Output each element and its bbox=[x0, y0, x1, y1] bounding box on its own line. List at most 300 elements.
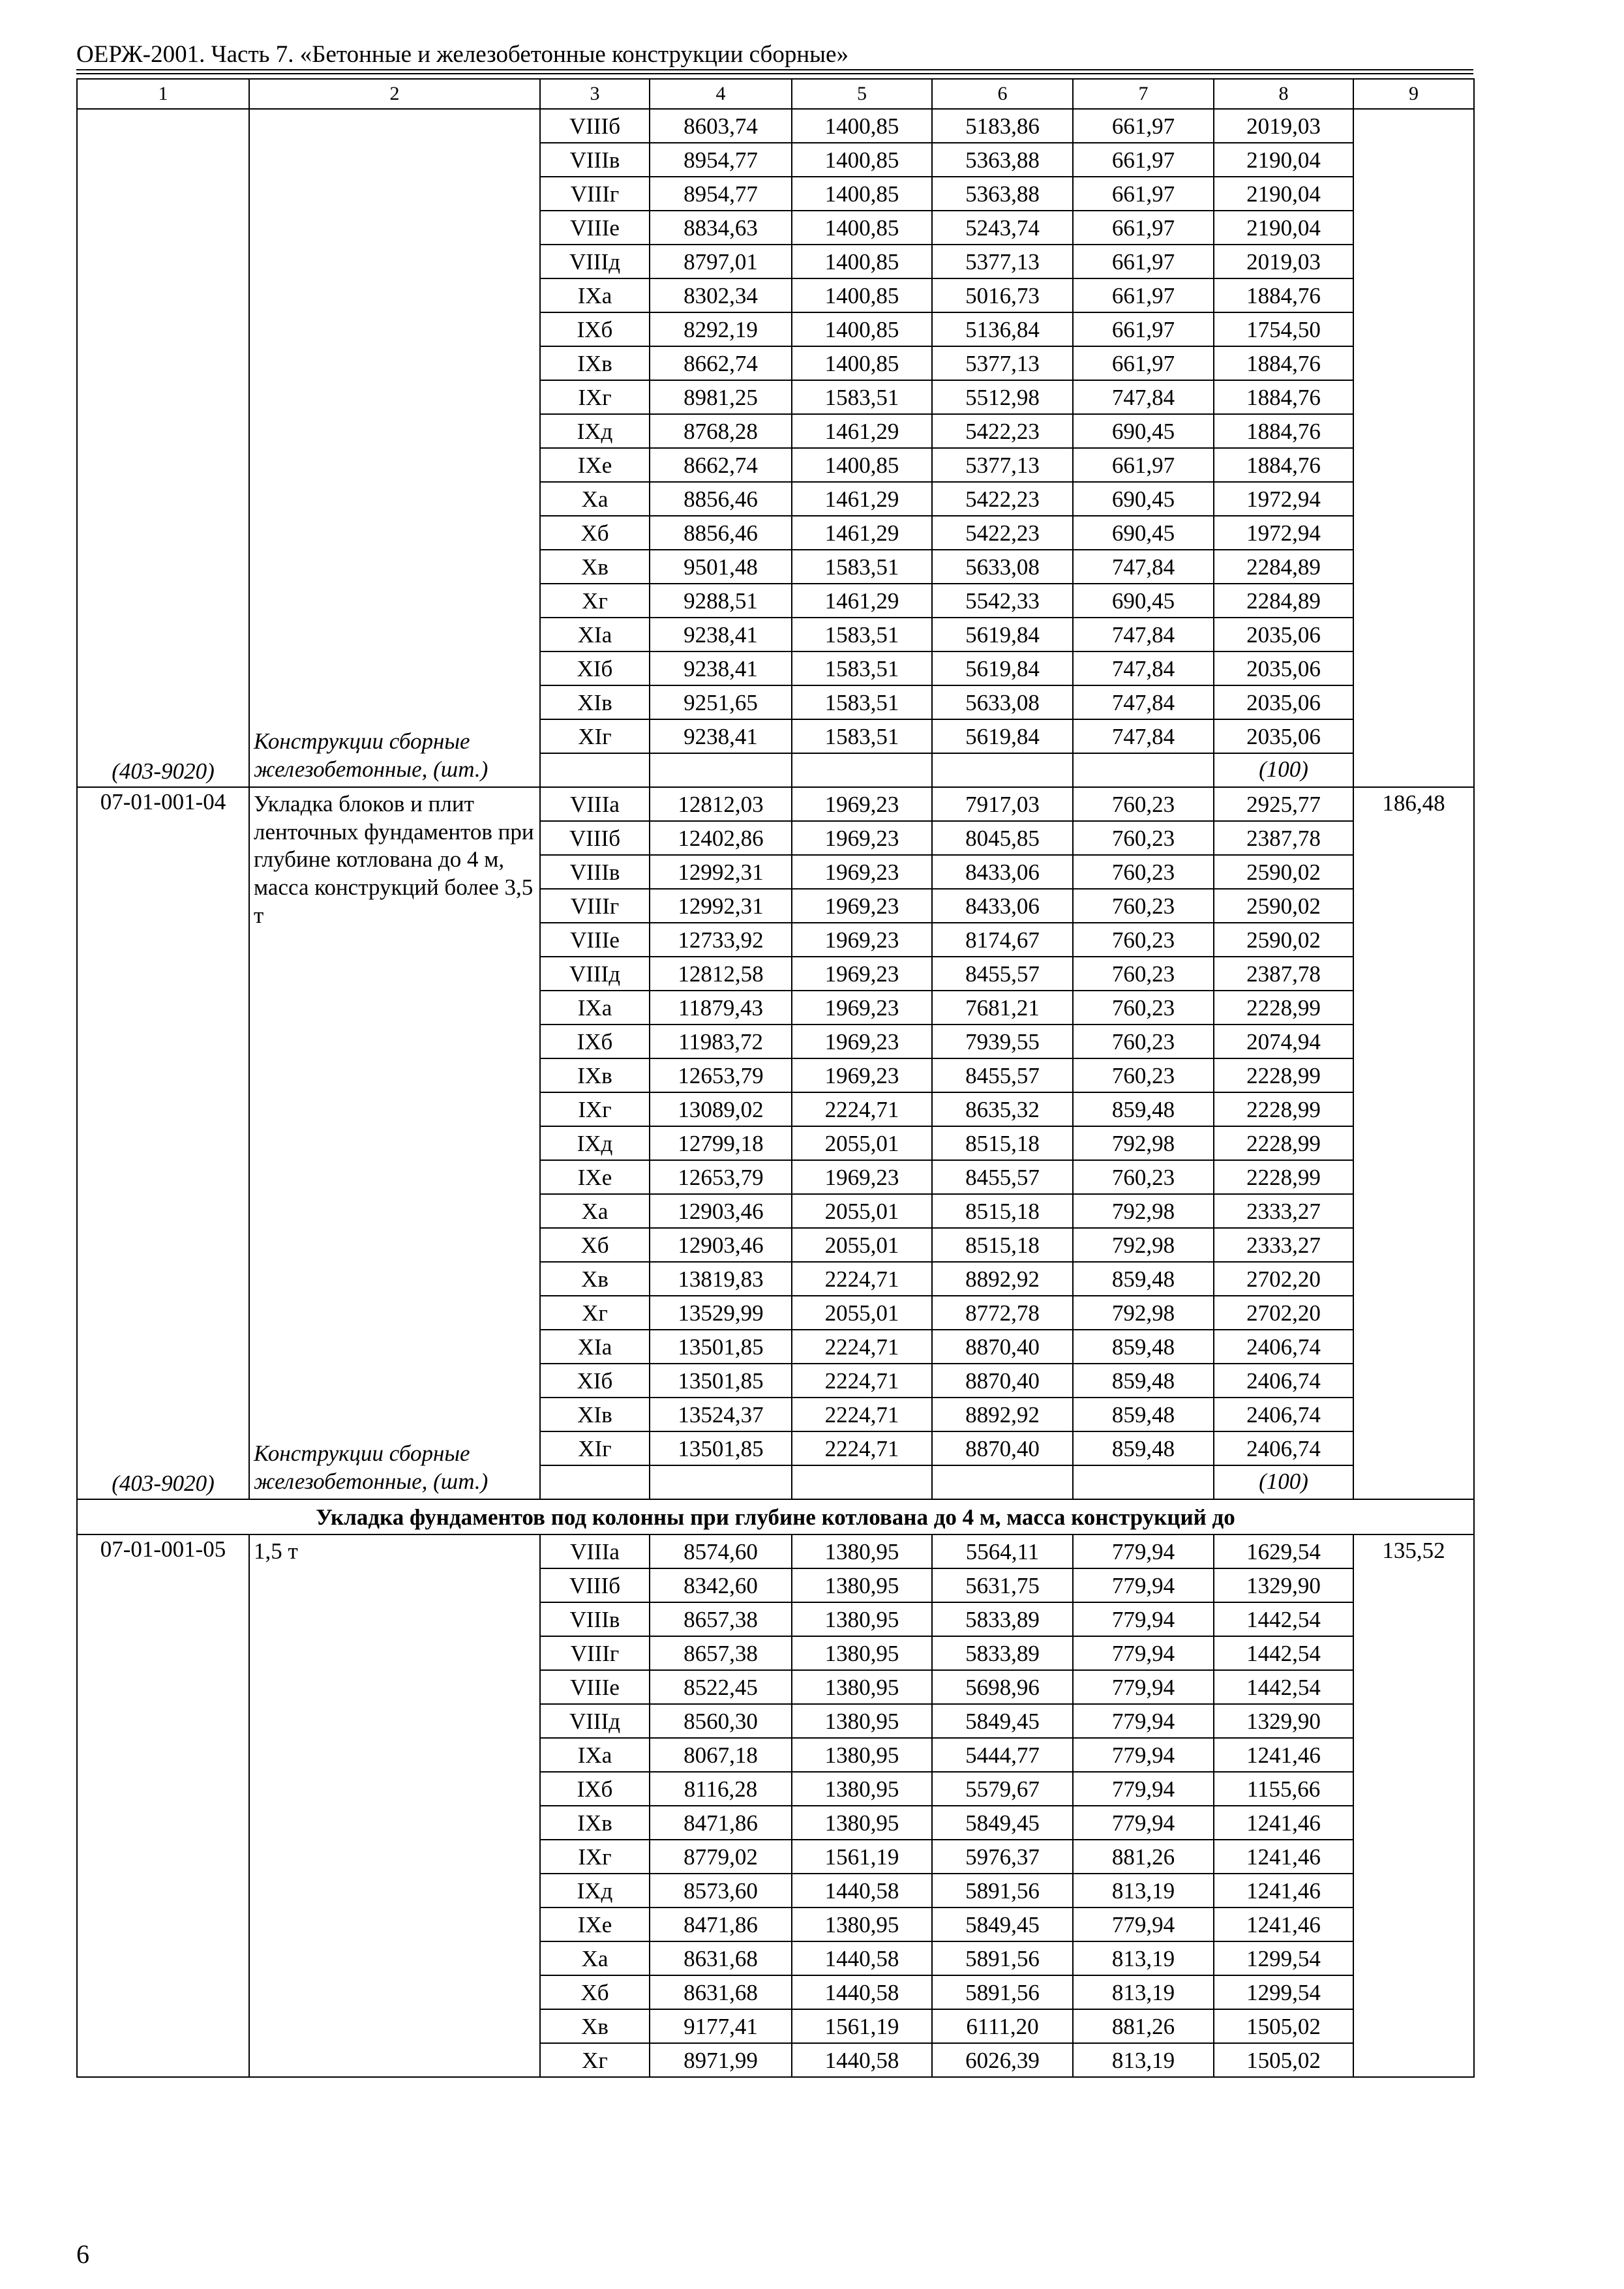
value-cell: 1400,85 bbox=[792, 346, 932, 380]
rate-code: 07-01-001-04 bbox=[100, 789, 226, 815]
value-cell: 779,94 bbox=[1073, 1602, 1214, 1636]
value-cell: 1583,51 bbox=[792, 380, 932, 414]
column-number: 5 bbox=[792, 79, 932, 109]
value-cell: 747,84 bbox=[1073, 380, 1214, 414]
value-cell: 1969,23 bbox=[792, 1160, 932, 1194]
value-cell: 760,23 bbox=[1073, 923, 1214, 957]
value-cell: 8834,63 bbox=[650, 211, 792, 245]
value-cell: 2055,01 bbox=[792, 1126, 932, 1160]
value-cell: 8870,40 bbox=[932, 1330, 1073, 1364]
value-cell: 8635,32 bbox=[932, 1092, 1073, 1126]
value-cell: 5849,45 bbox=[932, 1908, 1073, 1941]
value-cell: 760,23 bbox=[1073, 787, 1214, 821]
value-cell: 1884,76 bbox=[1214, 380, 1353, 414]
value-cell: 1969,23 bbox=[792, 991, 932, 1025]
zone-cell: IXа bbox=[540, 991, 650, 1025]
value-cell: 8116,28 bbox=[650, 1772, 792, 1806]
value-cell: 5363,88 bbox=[932, 143, 1073, 177]
value-cell: 12812,58 bbox=[650, 957, 792, 991]
value-cell: 5363,88 bbox=[932, 177, 1073, 211]
zone-cell: VIIIд bbox=[540, 957, 650, 991]
table-row bbox=[77, 1534, 1474, 1568]
value-cell: 1884,76 bbox=[1214, 278, 1353, 312]
value-cell bbox=[1073, 1465, 1214, 1499]
value-cell: 1380,95 bbox=[792, 1908, 932, 1941]
value-cell: 747,84 bbox=[1073, 651, 1214, 685]
value-cell: 12799,18 bbox=[650, 1126, 792, 1160]
value-cell: 792,98 bbox=[1073, 1126, 1214, 1160]
value-cell: 5619,84 bbox=[932, 651, 1073, 685]
value-cell: 1972,94 bbox=[1214, 516, 1353, 550]
column-number: 2 bbox=[249, 79, 540, 109]
work-description: Укладка блоков и плит ленточных фундаментов при глубине котлована до 4 м, масса конструкций более 3,5 т bbox=[254, 791, 534, 928]
value-cell: 8045,85 bbox=[932, 821, 1073, 855]
value-cell: 8174,67 bbox=[932, 923, 1073, 957]
work-description-cell bbox=[249, 109, 540, 787]
value-cell: 5422,23 bbox=[932, 414, 1073, 448]
value-cell: 760,23 bbox=[1073, 991, 1214, 1025]
value-cell: 2590,02 bbox=[1214, 855, 1353, 889]
material-quantity: (100) bbox=[1214, 753, 1353, 787]
zone-cell: XIа bbox=[540, 618, 650, 651]
value-cell: 1380,95 bbox=[792, 1602, 932, 1636]
value-cell bbox=[792, 753, 932, 787]
value-cell: 2035,06 bbox=[1214, 651, 1353, 685]
value-cell: 8433,06 bbox=[932, 855, 1073, 889]
value-cell: 5444,77 bbox=[932, 1738, 1073, 1772]
zone-cell: VIIIв bbox=[540, 855, 650, 889]
value-cell: 5631,75 bbox=[932, 1568, 1073, 1602]
value-cell: 747,84 bbox=[1073, 685, 1214, 719]
value-cell: 1442,54 bbox=[1214, 1670, 1353, 1704]
value-cell: 13529,99 bbox=[650, 1296, 792, 1330]
value-cell: 9288,51 bbox=[650, 584, 792, 618]
zone-cell: VIIIе bbox=[540, 1670, 650, 1704]
value-cell: 2224,71 bbox=[792, 1364, 932, 1398]
page-number: 6 bbox=[76, 2239, 89, 2269]
value-cell: 5619,84 bbox=[932, 719, 1073, 753]
value-cell: 1380,95 bbox=[792, 1636, 932, 1670]
value-cell: 1299,54 bbox=[1214, 1941, 1353, 1975]
value-cell: 8292,19 bbox=[650, 312, 792, 346]
value-cell: 1583,51 bbox=[792, 719, 932, 753]
value-cell: 1442,54 bbox=[1214, 1602, 1353, 1636]
zone-cell: VIIIа bbox=[540, 787, 650, 821]
value-cell: 9501,48 bbox=[650, 550, 792, 584]
rate-code-cell bbox=[77, 109, 249, 787]
zone-cell: Xб bbox=[540, 1975, 650, 2009]
value-cell: 1241,46 bbox=[1214, 1840, 1353, 1874]
zone-cell: VIIIб bbox=[540, 821, 650, 855]
value-cell: 859,48 bbox=[1073, 1092, 1214, 1126]
value-cell: 661,97 bbox=[1073, 211, 1214, 245]
value-cell: 8971,99 bbox=[650, 2043, 792, 2077]
value-cell: 859,48 bbox=[1073, 1364, 1214, 1398]
value-cell: 2228,99 bbox=[1214, 1092, 1353, 1126]
value-cell: 8471,86 bbox=[650, 1806, 792, 1840]
value-cell: 12992,31 bbox=[650, 855, 792, 889]
zone-cell: VIIIе bbox=[540, 211, 650, 245]
zone-cell: Xг bbox=[540, 2043, 650, 2077]
value-cell: 8657,38 bbox=[650, 1636, 792, 1670]
column-number: 4 bbox=[650, 79, 792, 109]
value-cell: 5377,13 bbox=[932, 346, 1073, 380]
value-cell: 5542,33 bbox=[932, 584, 1073, 618]
value-cell: 792,98 bbox=[1073, 1296, 1214, 1330]
value-cell: 6026,39 bbox=[932, 2043, 1073, 2077]
value-cell: 8522,45 bbox=[650, 1670, 792, 1704]
zone-cell: IXд bbox=[540, 414, 650, 448]
value-cell: 2228,99 bbox=[1214, 1126, 1353, 1160]
value-cell: 1505,02 bbox=[1214, 2009, 1353, 2043]
value-cell: 2406,74 bbox=[1214, 1330, 1353, 1364]
value-cell: 1299,54 bbox=[1214, 1975, 1353, 2009]
value-cell: 1440,58 bbox=[792, 1874, 932, 1908]
value-cell: 1884,76 bbox=[1214, 414, 1353, 448]
material-name: Конструкции сборные железобетонные, (шт.) bbox=[254, 1440, 489, 1495]
value-cell: 8657,38 bbox=[650, 1602, 792, 1636]
table-row bbox=[77, 109, 1474, 143]
value-cell: 661,97 bbox=[1073, 448, 1214, 482]
value-cell: 779,94 bbox=[1073, 1670, 1214, 1704]
value-cell: 8768,28 bbox=[650, 414, 792, 448]
value-cell: 5016,73 bbox=[932, 278, 1073, 312]
value-cell: 5891,56 bbox=[932, 1941, 1073, 1975]
value-cell: 2228,99 bbox=[1214, 1160, 1353, 1194]
value-cell: 690,45 bbox=[1073, 482, 1214, 516]
value-cell: 5564,11 bbox=[932, 1534, 1073, 1568]
zone-cell: IXв bbox=[540, 1058, 650, 1092]
value-cell: 1329,90 bbox=[1214, 1568, 1353, 1602]
value-cell: 8797,01 bbox=[650, 245, 792, 278]
value-cell bbox=[932, 753, 1073, 787]
value-cell: 2019,03 bbox=[1214, 109, 1353, 143]
value-cell: 2019,03 bbox=[1214, 245, 1353, 278]
zone-cell: VIIIд bbox=[540, 1704, 650, 1738]
value-cell: 12653,79 bbox=[650, 1058, 792, 1092]
value-cell: 2190,04 bbox=[1214, 177, 1353, 211]
value-cell: 1505,02 bbox=[1214, 2043, 1353, 2077]
zone-cell: Xв bbox=[540, 2009, 650, 2043]
value-cell: 2387,78 bbox=[1214, 957, 1353, 991]
zone-cell: XIг bbox=[540, 719, 650, 753]
value-cell: 1461,29 bbox=[792, 414, 932, 448]
value-cell: 2224,71 bbox=[792, 1398, 932, 1431]
value-cell: 5698,96 bbox=[932, 1670, 1073, 1704]
value-cell: 1400,85 bbox=[792, 177, 932, 211]
value-cell: 1400,85 bbox=[792, 143, 932, 177]
value-cell: 661,97 bbox=[1073, 109, 1214, 143]
value-cell: 813,19 bbox=[1073, 2043, 1214, 2077]
value-cell: 1400,85 bbox=[792, 109, 932, 143]
zone-cell: Xв bbox=[540, 550, 650, 584]
value-cell: 1969,23 bbox=[792, 1058, 932, 1092]
rate-code: 07-01-001-05 bbox=[100, 1536, 226, 1562]
zone-cell: IXе bbox=[540, 1160, 650, 1194]
zone-cell: VIIIв bbox=[540, 1602, 650, 1636]
value-cell: 1583,51 bbox=[792, 651, 932, 685]
value-cell: 690,45 bbox=[1073, 414, 1214, 448]
zone-cell: VIIIв bbox=[540, 143, 650, 177]
zone-cell: IXе bbox=[540, 448, 650, 482]
value-cell: 2224,71 bbox=[792, 1092, 932, 1126]
value-cell: 5183,86 bbox=[932, 109, 1073, 143]
value-cell: 8892,92 bbox=[932, 1262, 1073, 1296]
value-cell: 9177,41 bbox=[650, 2009, 792, 2043]
value-cell: 2035,06 bbox=[1214, 719, 1353, 753]
value-cell: 13089,02 bbox=[650, 1092, 792, 1126]
header-rule-thin bbox=[76, 73, 1473, 74]
value-cell: 661,97 bbox=[1073, 245, 1214, 278]
zone-cell: XIг bbox=[540, 1431, 650, 1465]
value-cell: 859,48 bbox=[1073, 1431, 1214, 1465]
value-cell: 9238,41 bbox=[650, 651, 792, 685]
material-code: (403-9020) bbox=[112, 758, 215, 784]
zone-cell: IXд bbox=[540, 1126, 650, 1160]
value-cell: 11879,43 bbox=[650, 991, 792, 1025]
value-cell: 5377,13 bbox=[932, 245, 1073, 278]
col9-value bbox=[1353, 109, 1474, 787]
column-number: 3 bbox=[540, 79, 650, 109]
value-cell: 12903,46 bbox=[650, 1194, 792, 1228]
value-cell: 2190,04 bbox=[1214, 143, 1353, 177]
header-rule bbox=[76, 69, 1473, 70]
rate-code-cell bbox=[77, 787, 249, 1499]
value-cell: 1969,23 bbox=[792, 855, 932, 889]
value-cell: 5377,13 bbox=[932, 448, 1073, 482]
value-cell: 5633,08 bbox=[932, 685, 1073, 719]
zone-cell: IXд bbox=[540, 1874, 650, 1908]
value-cell: 661,97 bbox=[1073, 312, 1214, 346]
work-description-cell bbox=[249, 787, 540, 1499]
zone-cell: XIв bbox=[540, 1398, 650, 1431]
value-cell: 2035,06 bbox=[1214, 685, 1353, 719]
value-cell: 1461,29 bbox=[792, 584, 932, 618]
value-cell: 2035,06 bbox=[1214, 618, 1353, 651]
value-cell: 1380,95 bbox=[792, 1806, 932, 1840]
zone-cell: XIб bbox=[540, 1364, 650, 1398]
value-cell: 5422,23 bbox=[932, 516, 1073, 550]
value-cell: 5579,67 bbox=[932, 1772, 1073, 1806]
value-cell: 859,48 bbox=[1073, 1398, 1214, 1431]
value-cell: 6111,20 bbox=[932, 2009, 1073, 2043]
zone-cell: VIIIг bbox=[540, 1636, 650, 1670]
value-cell: 8772,78 bbox=[932, 1296, 1073, 1330]
value-cell: 12992,31 bbox=[650, 889, 792, 923]
value-cell: 8870,40 bbox=[932, 1431, 1073, 1465]
value-cell: 792,98 bbox=[1073, 1228, 1214, 1262]
value-cell: 760,23 bbox=[1073, 957, 1214, 991]
value-cell: 792,98 bbox=[1073, 1194, 1214, 1228]
value-cell: 1440,58 bbox=[792, 2043, 932, 2077]
value-cell: 1155,66 bbox=[1214, 1772, 1353, 1806]
value-cell: 747,84 bbox=[1073, 719, 1214, 753]
value-cell: 1440,58 bbox=[792, 1975, 932, 2009]
value-cell: 8954,77 bbox=[650, 177, 792, 211]
value-cell: 5512,98 bbox=[932, 380, 1073, 414]
value-cell: 2702,20 bbox=[1214, 1262, 1353, 1296]
value-cell: 8455,57 bbox=[932, 1160, 1073, 1194]
zone-cell: Xб bbox=[540, 516, 650, 550]
value-cell: 760,23 bbox=[1073, 1058, 1214, 1092]
work-description: 1,5 т bbox=[254, 1538, 298, 1564]
value-cell: 5619,84 bbox=[932, 618, 1073, 651]
value-cell: 1583,51 bbox=[792, 685, 932, 719]
value-cell: 2284,89 bbox=[1214, 584, 1353, 618]
value-cell: 1380,95 bbox=[792, 1704, 932, 1738]
value-cell: 8433,06 bbox=[932, 889, 1073, 923]
value-cell: 5243,74 bbox=[932, 211, 1073, 245]
value-cell: 747,84 bbox=[1073, 618, 1214, 651]
value-cell: 1400,85 bbox=[792, 278, 932, 312]
zone-cell: Xа bbox=[540, 1941, 650, 1975]
value-cell: 2925,77 bbox=[1214, 787, 1353, 821]
value-cell bbox=[932, 1465, 1073, 1499]
value-cell: 11983,72 bbox=[650, 1025, 792, 1058]
value-cell: 779,94 bbox=[1073, 1738, 1214, 1772]
value-cell: 5976,37 bbox=[932, 1840, 1073, 1874]
column-number: 1 bbox=[77, 79, 249, 109]
value-cell: 8603,74 bbox=[650, 109, 792, 143]
value-cell: 2406,74 bbox=[1214, 1398, 1353, 1431]
value-cell: 12402,86 bbox=[650, 821, 792, 855]
value-cell: 881,26 bbox=[1073, 2009, 1214, 2043]
value-cell: 760,23 bbox=[1073, 1025, 1214, 1058]
zone-cell: Xг bbox=[540, 1296, 650, 1330]
value-cell: 2590,02 bbox=[1214, 889, 1353, 923]
value-cell: 1380,95 bbox=[792, 1568, 932, 1602]
value-cell: 1561,19 bbox=[792, 1840, 932, 1874]
value-cell: 12733,92 bbox=[650, 923, 792, 957]
zone-cell: IXа bbox=[540, 278, 650, 312]
value-cell: 2406,74 bbox=[1214, 1431, 1353, 1465]
value-cell: 1969,23 bbox=[792, 957, 932, 991]
value-cell: 2387,78 bbox=[1214, 821, 1353, 855]
value-cell: 7917,03 bbox=[932, 787, 1073, 821]
value-cell: 690,45 bbox=[1073, 584, 1214, 618]
value-cell: 1440,58 bbox=[792, 1941, 932, 1975]
section-title-row bbox=[77, 1499, 1474, 1534]
zone-cell: Xв bbox=[540, 1262, 650, 1296]
value-cell: 1583,51 bbox=[792, 618, 932, 651]
zone-cell: Xа bbox=[540, 1194, 650, 1228]
value-cell: 779,94 bbox=[1073, 1636, 1214, 1670]
zone-cell: VIIIд bbox=[540, 245, 650, 278]
value-cell: 1969,23 bbox=[792, 889, 932, 923]
value-cell: 8515,18 bbox=[932, 1126, 1073, 1160]
zone-cell: VIIIб bbox=[540, 1568, 650, 1602]
col9-value: 186,48 bbox=[1353, 787, 1474, 1499]
value-cell: 813,19 bbox=[1073, 1941, 1214, 1975]
value-cell: 2055,01 bbox=[792, 1296, 932, 1330]
zone-cell: IXб bbox=[540, 1772, 650, 1806]
zone-cell: VIIIг bbox=[540, 177, 650, 211]
value-cell: 779,94 bbox=[1073, 1534, 1214, 1568]
zone-cell: XIв bbox=[540, 685, 650, 719]
value-cell: 1241,46 bbox=[1214, 1738, 1353, 1772]
value-cell: 2074,94 bbox=[1214, 1025, 1353, 1058]
value-cell: 8574,60 bbox=[650, 1534, 792, 1568]
value-cell: 2055,01 bbox=[792, 1194, 932, 1228]
value-cell bbox=[792, 1465, 932, 1499]
value-cell: 1884,76 bbox=[1214, 346, 1353, 380]
value-cell: 1380,95 bbox=[792, 1738, 932, 1772]
value-cell bbox=[650, 753, 792, 787]
value-cell: 5633,08 bbox=[932, 550, 1073, 584]
zone-cell: VIIIе bbox=[540, 923, 650, 957]
value-cell: 2702,20 bbox=[1214, 1296, 1353, 1330]
value-cell: 8954,77 bbox=[650, 143, 792, 177]
value-cell: 1969,23 bbox=[792, 821, 932, 855]
zone-cell bbox=[540, 1465, 650, 1499]
value-cell: 1400,85 bbox=[792, 245, 932, 278]
value-cell: 13819,83 bbox=[650, 1262, 792, 1296]
col9-value: 135,52 bbox=[1353, 1534, 1474, 2077]
zone-cell: IXб bbox=[540, 1025, 650, 1058]
value-cell: 8302,34 bbox=[650, 278, 792, 312]
value-cell: 661,97 bbox=[1073, 177, 1214, 211]
value-cell: 1241,46 bbox=[1214, 1908, 1353, 1941]
column-number: 8 bbox=[1214, 79, 1353, 109]
value-cell: 1969,23 bbox=[792, 923, 932, 957]
zone-cell: Xа bbox=[540, 482, 650, 516]
value-cell: 8471,86 bbox=[650, 1908, 792, 1941]
value-cell: 1400,85 bbox=[792, 211, 932, 245]
zone-cell bbox=[540, 753, 650, 787]
value-cell: 779,94 bbox=[1073, 1806, 1214, 1840]
value-cell: 1629,54 bbox=[1214, 1534, 1353, 1568]
table-row bbox=[77, 787, 1474, 821]
value-cell: 8631,68 bbox=[650, 1941, 792, 1975]
value-cell: 2224,71 bbox=[792, 1330, 932, 1364]
value-cell: 1442,54 bbox=[1214, 1636, 1353, 1670]
value-cell: 859,48 bbox=[1073, 1330, 1214, 1364]
value-cell: 747,84 bbox=[1073, 550, 1214, 584]
value-cell: 13501,85 bbox=[650, 1330, 792, 1364]
value-cell: 5849,45 bbox=[932, 1704, 1073, 1738]
material-name: Конструкции сборные железобетонные, (шт.) bbox=[254, 728, 489, 783]
value-cell: 1400,85 bbox=[792, 312, 932, 346]
material-code: (403-9020) bbox=[112, 1471, 215, 1496]
value-cell: 813,19 bbox=[1073, 1874, 1214, 1908]
value-cell: 9251,65 bbox=[650, 685, 792, 719]
value-cell: 1380,95 bbox=[792, 1772, 932, 1806]
value-cell: 5849,45 bbox=[932, 1806, 1073, 1840]
value-cell: 7681,21 bbox=[932, 991, 1073, 1025]
value-cell: 779,94 bbox=[1073, 1704, 1214, 1738]
material-quantity: (100) bbox=[1214, 1465, 1353, 1499]
zone-cell: IXг bbox=[540, 380, 650, 414]
value-cell: 8455,57 bbox=[932, 957, 1073, 991]
value-cell: 1884,76 bbox=[1214, 448, 1353, 482]
value-cell: 8662,74 bbox=[650, 346, 792, 380]
value-cell: 1400,85 bbox=[792, 448, 932, 482]
value-cell: 2228,99 bbox=[1214, 1058, 1353, 1092]
value-cell: 1561,19 bbox=[792, 2009, 932, 2043]
value-cell: 8856,46 bbox=[650, 516, 792, 550]
column-number: 9 bbox=[1353, 79, 1474, 109]
value-cell: 7939,55 bbox=[932, 1025, 1073, 1058]
rate-code bbox=[82, 110, 245, 112]
value-cell: 2284,89 bbox=[1214, 550, 1353, 584]
value-cell: 1241,46 bbox=[1214, 1874, 1353, 1908]
zone-cell: VIIIг bbox=[540, 889, 650, 923]
rates-table bbox=[76, 78, 1475, 2078]
value-cell: 8455,57 bbox=[932, 1058, 1073, 1092]
value-cell: 8870,40 bbox=[932, 1364, 1073, 1398]
value-cell: 8067,18 bbox=[650, 1738, 792, 1772]
zone-cell: IXв bbox=[540, 346, 650, 380]
